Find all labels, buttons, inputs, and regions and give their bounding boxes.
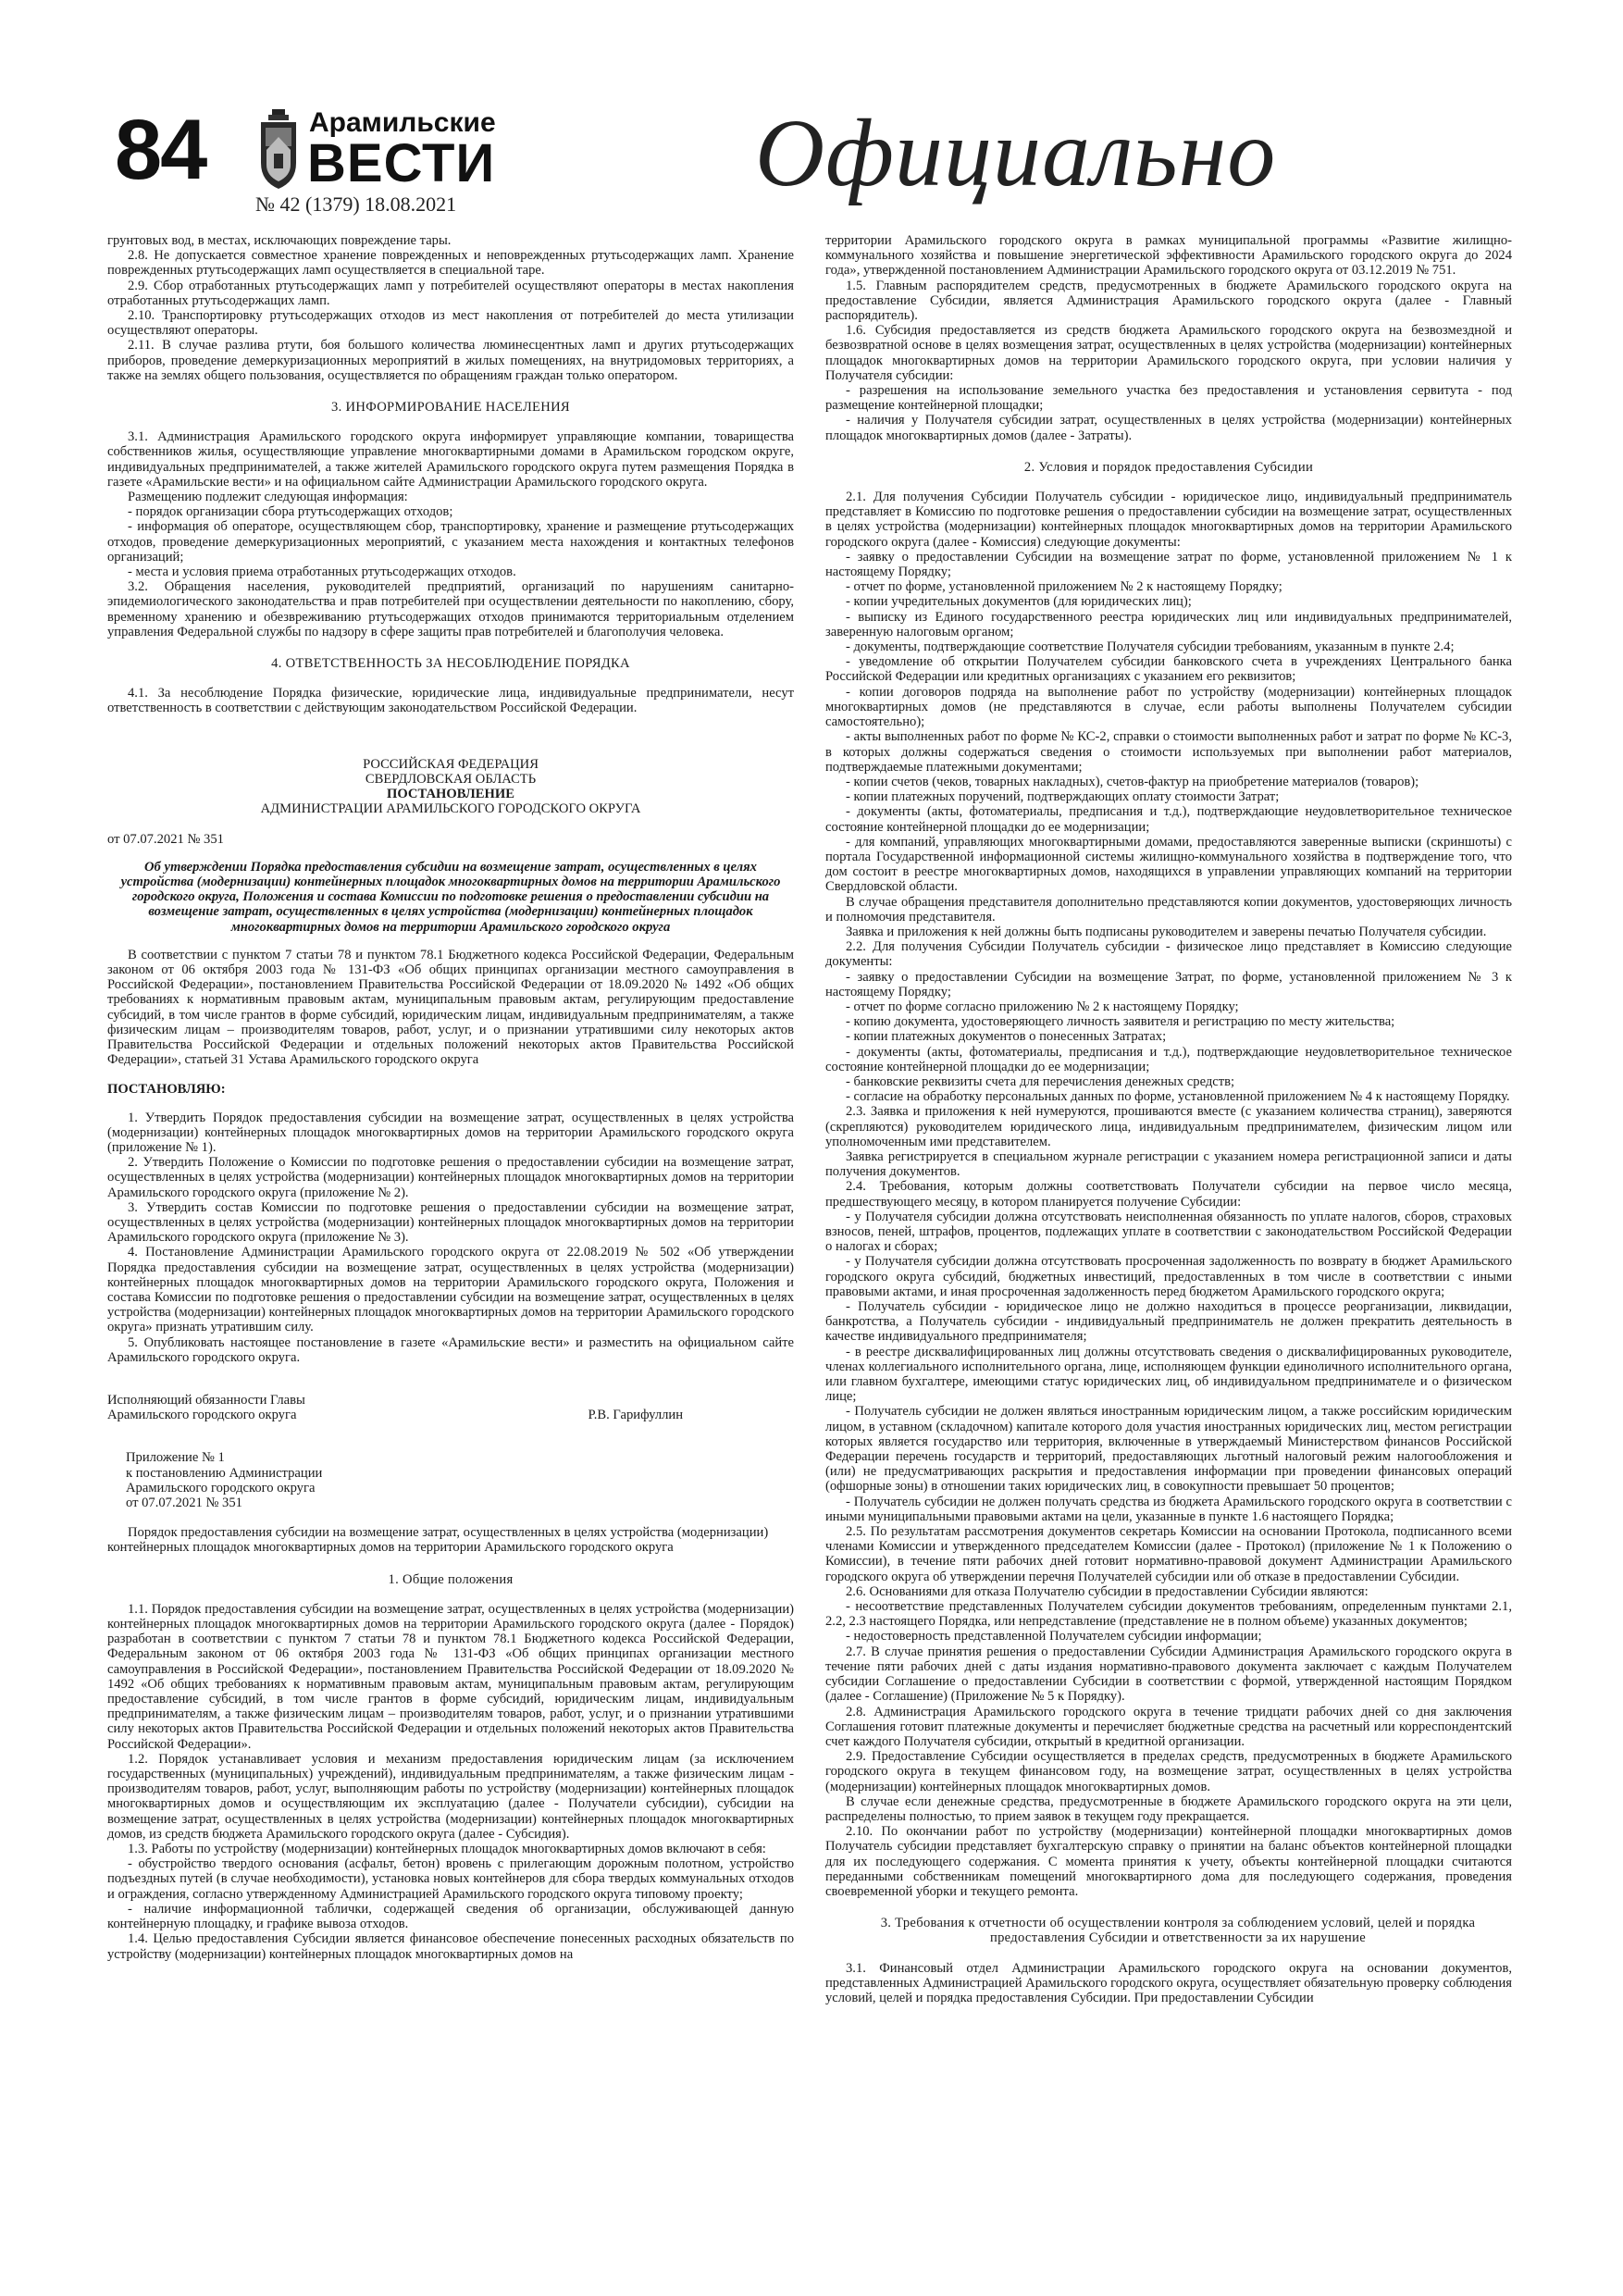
paragraph: 4. Постановление Администрации Арамильского городского округа от 22.08.2019 № 502 «Об утверждении Порядка предоставления субсидии на возмещение затрат, осуществленных в целях устройства (модернизации) контейнерных площадок многоквартирных домов на территории Арамильского городского округа, Положения и состава Комиссии по подготовке решения о предоставлении субсидии на возмещение затрат, осуществленных в целях устройства (модернизации) контейнерных площадок многоквартирных домов на территории Арамильского городского округа» признать утратившим силу. [107, 1245, 794, 1335]
appendix-line: Приложение № 1 [126, 1450, 225, 1466]
list-item: - места и условия приема отработанных ртутьсодержащих отходов. [128, 565, 516, 580]
list-item: - обустройство твердого основания (асфальт, бетон) вровень с прилегающим дорожным полотном, устройство подъездных путей (в случае необходимости), установка новых контейнеров для сбора твердых коммунальных отходов и ограждения, согласно утвержденному Администрацией Арамильского городского округа типовому проекту; [107, 1856, 794, 1902]
page-number: 84 [115, 103, 206, 197]
decree-word: ПОСТАНОВЛЯЮ: [107, 1082, 226, 1098]
list-item: - копии счетов (чеков, товарных накладных), счетов-фактур на приобретение материалов (товаров); [846, 774, 1419, 789]
paragraph: 3.1. Администрация Арамильского городского округа информирует управляющие компании, товарищества собственников жилья, осуществляющие управление многоквартирными домами в Арамильском городском округе, индивидуальных предпринимателей, а также жителей Арамильского городского округа путем размещения Порядка в газете «Арамильские вести» и на официальном сайте Администрации Арамильского городского округа. [107, 429, 794, 490]
list-item: - у Получателя субсидии должна отсутствовать неисполненная обязанность по уплате налогов, сборов, страховых взносов, пеней, штрафов, процентов, подлежащих уплате в соответствии с законодательством Российской Федерации о налогах и сборах; [825, 1209, 1512, 1255]
paragraph: 1.4. Целью предоставления Субсидии является финансовое обеспечение понесенных расходных обязательств по устройству (модернизации) контейнерных площадок многоквартирных домов на [107, 1931, 794, 1962]
paragraph: Размещению подлежит следующая информация: [128, 490, 408, 505]
list-item: - заявку о предоставлении Субсидии на возмещение затрат по форме, установленной приложением № 1 к настоящему Порядку; [825, 549, 1512, 580]
list-item: - заявку о предоставлении Субсидии на возмещение Затрат, по форме, установленной приложением № 3 к настоящему Порядку; [825, 969, 1512, 999]
section-heading: 3. ИНФОРМИРОВАНИЕ НАСЕЛЕНИЯ [331, 400, 570, 416]
list-item: - согласие на обработку персональных данных по форме, установленной приложением № 4 к настоящему Порядку. [846, 1089, 1510, 1105]
signatory-position-2: Арамильского городского округа [107, 1408, 297, 1423]
list-item: - отчет по форме, установленной приложением № 2 к настоящему Порядку; [846, 579, 1282, 595]
paragraph: 1.5. Главным распорядителем средств, предусмотренных в бюджете Арамильского городского округа на предоставление Субсидии, является Администрация Арамильского городского округа (далее - Главный распорядитель). [825, 278, 1512, 324]
paragraph: 4.1. За несоблюдение Порядка физические, юридические лица, индивидуальные предприниматели, несут ответственность в соответствии с действующим законодательством Российской Федерации. [107, 686, 794, 716]
paragraph: 2.8. Администрация Арамильского городского округа в течение тридцати рабочих дней со дня заключения Соглашения готовит платежные документы и перечисляет бюджетные средства на расчетный или корреспондентский счет каждого Получателя субсидии, открытый в кредитной организации. [825, 1704, 1512, 1749]
decree-title: Об утверждении Порядка предоставления субсидии на возмещение затрат, осуществленных в целях устройства (модернизации) контейнерных площадок многоквартирных домов на территории Арамильского городского округа, Положения и состава Комиссии по подготовке решения о предоставлении субсидии на возмещение затрат, осуществленных в целях устройства (модернизации) контейнерных площадок многоквартирных домов на территории Арамильского городского округа [120, 859, 781, 935]
decree-header-region: СВЕРДЛОВСКАЯ ОБЛАСТЬ [365, 771, 537, 787]
list-item: - документы (акты, фотоматериалы, предписания и т.д.), подтверждающие неудовлетворительное техническое состояние контейнерной площадки до ее модернизации; [825, 1044, 1512, 1074]
section-heading: 3. Требования к отчетности об осуществлении контроля за соблюдением условий, целей и порядка предоставления Субсидии и ответственности за их нарушение [880, 1916, 1476, 1946]
section-title: Официально [755, 100, 1277, 206]
list-item: - копии платежных поручений, подтверждающих оплату стоимости Затрат; [846, 789, 1280, 805]
list-item: - отчет по форме согласно приложению № 2 к настоящему Порядку; [846, 999, 1239, 1014]
section-heading: 2. Условия и порядок предоставления Субсидии [1023, 459, 1314, 475]
list-item: - копии договоров подряда на выполнение работ по устройству (модернизации) контейнерных площадок многоквартирных домов (не представляются в случае, если работы выполнены Получателем субсидии самостоятельно); [825, 684, 1512, 730]
list-item: - уведомление об открытии Получателем субсидии банковского счета в учреждениях Центрального банка Российской Федерации или кредитных организациях с указанием его реквизитов; [825, 654, 1512, 685]
paragraph: 2.10. Транспортировку ртутьсодержащих отходов из мест накопления от потребителей до места утилизации осуществляют операторы. [107, 308, 794, 339]
masthead [107, 102, 1516, 227]
paragraph: 2.5. По результатам рассмотрения документов секретарь Комиссии на основании Протокола, подписанного всеми членами Комиссии и утвержденного председателем Комиссии (далее - Протокол) (приложение № 1 к Положению о Комиссии), в течение пяти рабочих дней готовит нормативно-правовой документ Администрации Арамильского городского округа об утверждении перечня Получателей субсидии или об отказе в предоставлении Субсидии. [825, 1524, 1512, 1584]
list-item: - информация об операторе, осуществляющем сбор, транспортировку, хранение и размещение ртутьсодержащих отходов, проведение демеркуризационных мероприятий, с указанием места нахождения и контактных телефонов организаций; [107, 519, 794, 565]
paragraph: 3.2. Обращения населения, руководителей предприятий, организаций по нарушениям санитарно-эпидемиологического законодательства и прав потребителей при осуществлении деятельности по накоплению, сбору, временному хранению и обезвреживанию ртутьсодержащих отходов принимаются территориальным отделением управления Федеральной службы по надзору в сфере защиты прав потребителей и благополучия человека. [107, 579, 794, 639]
paragraph: 1.6. Субсидия предоставляется из средств бюджета Арамильского городского округа на безвозмездной и безвозвратной основе в целях возмещения затрат, осуществленных в целях устройства (модернизации) контейнерных площадок многоквартирных домов на территории Арамильского городского округа, при условии наличия у Получателя субсидии: [825, 323, 1512, 383]
paragraph: 2.9. Сбор отработанных ртутьсодержащих ламп у потребителей осуществляют операторы в местах накопления отработанных ртутьсодержащих ламп. [107, 278, 794, 308]
paragraph: 3.1. Финансовый отдел Администрации Арамильского городского округа на основании документов, представленных Администрацией Арамильского городского округа, осуществляет обязательную проверку соблюдения условий, целей и порядка предоставления Субсидии. При предоставлении Субсидии [825, 1960, 1512, 2005]
paragraph: 2.3. Заявка и приложения к ней нумеруются, прошиваются вместе (с указанием количества страниц), заверяются (скрепляются) руководителем юридического лица, индивидуальным предпринимателем, физическим лицом или уполномоченным ими представителем. [825, 1104, 1512, 1149]
list-item: - наличия у Получателя субсидии затрат, осуществленных в целях устройства (модернизации) контейнерных площадок многоквартирных домов (далее - Затраты). [825, 413, 1512, 443]
paragraph: 5. Опубликовать настоящее постановление в газете «Арамильские вести» и разместить на официальном сайте Арамильского городского округа. [107, 1334, 794, 1365]
list-item: - Получатель субсидии не должен получать средства из бюджета Арамильского городского округа в соответствии с иными муниципальными правовыми актами на цели, указанные в пункте 1.6 настоящего Порядка; [825, 1494, 1512, 1524]
list-item: - документы (акты, фотоматериалы, предписания и т.д.), подтверждающие неудовлетворительное техническое состояние контейнерной площадки до ее модернизации; [825, 804, 1512, 835]
paragraph: 1.1. Порядок предоставления субсидии на возмещение затрат, осуществленных в целях устройства (модернизации) контейнерных площадок многоквартирных домов на территории Арамильского городского округа (далее - Порядок) разработан в соответствии с пунктом 7 статьи 78 и пунктом 78.1 Бюджетного кодекса Российской Федерации, Федеральным законом от 06 октября 2003 года № 131-ФЗ «Об общих принципах организации местного самоуправления в Российской Федерации», постановлением Правительства Российской Федерации от 18.09.2020 № 1492 «Об общих требованиях к нормативным правовым актам, муниципальным правовым актам, регулирующим предоставление субсидий, в том числе грантов в форме субсидий, юридическим лицам, индивидуальным предпринимателям, а также физическим лицам – производителям товаров, работ, услуг, и о признании утратившими силу некоторых актов Правительства Российской Федерации и отдельных положений некоторых актов Правительства Российской Федерации». [107, 1601, 794, 1752]
paragraph: В случае обращения представителя дополнительно представляются копии документов, удостоверяющих личность и полномочия представителя. [825, 894, 1512, 925]
coat-of-arms-icon [257, 109, 300, 191]
section-heading: 4. ОТВЕТСТВЕННОСТЬ ЗА НЕСОБЛЮДЕНИЕ ПОРЯДКА [271, 656, 630, 672]
decree-header-authority: АДМИНИСТРАЦИИ АРАМИЛЬСКОГО ГОРОДСКОГО ОКРУГА [260, 801, 641, 817]
paragraph: 2.1. Для получения Субсидии Получатель субсидии - юридическое лицо, индивидуальный предприниматель представляет в Комиссию по подготовке решения о предоставлении субсидии на возмещение затрат, осуществленных в целях устройства (модернизации) контейнерных площадок многоквартирных домов на территории Арамильского городского округа (далее - Комиссия) следующие документы: [825, 490, 1512, 550]
paragraph: Заявка регистрируется в специальном журнале регистрации с указанием номера регистрационной записи и даты получения документов. [825, 1148, 1512, 1180]
signature-block [107, 1393, 794, 1422]
list-item: - порядок организации сбора ртутьсодержащих отходов; [128, 504, 453, 520]
decree-header-type: ПОСТАНОВЛЕНИЕ [387, 787, 514, 802]
list-item: - копию документа, удостоверяющего личность заявителя и регистрацию по месту жительства; [846, 1014, 1395, 1030]
right-column [825, 233, 1512, 2269]
appendix-header [107, 1450, 794, 1510]
list-item: - копии платежных документов о понесенных Затратах; [846, 1029, 1167, 1045]
section-heading: 1. Общие положения [388, 1571, 514, 1587]
procedure-title: Порядок предоставления субсидии на возмещение затрат, осуществленных в целях устройства (модернизации) контейнерных площадок многоквартирных домов на территории Арамильского городского округа [107, 1525, 769, 1556]
newspaper-name-small: Арамильские [309, 107, 496, 138]
paragraph: В случае если денежные средства, предусмотренные в бюджете Арамильского городского округа на эти цели, распределены полностью, то прием заявок в текущем году прекращается. [825, 1793, 1512, 1824]
paragraph: В соответствии с пунктом 7 статьи 78 и пунктом 78.1 Бюджетного кодекса Российской Федерации, Федеральным законом от 06 октября 2003 года № 131-ФЗ «Об общих принципах организации местного самоуправления в Российской Федерации», постановлением Правительства Российской Федерации от 18.09.2020 № 1492 «Об общих требованиях к нормативным правовым актам, муниципальным правовым актам, регулирующим предоставление субсидий, в том числе грантов в форме субсидий, юридическим лицам, индивидуальным предпринимателям, а также физическим лицам – производителям товаров, работ, услуг, и о признании утратившими силу некоторых актов Правительства Российской Федерации и отдельных положений некоторых актов Правительства Российской Федерации», статьей 31 Устава Арамильского городского округа [107, 947, 794, 1068]
paragraph: 2.10. По окончании работ по устройству (модернизации) контейнерной площадки многоквартирных домов Получатель субсидии представляет бухгалтерскую справку о принятии на баланс объектов контейнерной площадки для их последующего содержания. С момента принятия к учету, объекты контейнерной площадки считаются переданными собственникам помещений многоквартирного дома для последующего содержания, проведения своевременной уборки и текущего ремонта. [825, 1824, 1512, 1899]
signatory-name: Р.В. Гарифуллин [588, 1408, 683, 1423]
list-item: - документы, подтверждающие соответствие Получателя субсидии требованиям, указанным в пункте 2.4; [846, 639, 1455, 655]
appendix-line: к постановлению Администрации [126, 1465, 323, 1481]
left-column [107, 233, 794, 2269]
list-item: - наличие информационной таблички, содержащей сведения об организации, обслуживающей данную контейнерную площадку, и графике вывоза отходов. [107, 1901, 794, 1932]
paragraph: 1.3. Работы по устройству (модернизации) контейнерных площадок многоквартирных домов включают в себя: [128, 1842, 766, 1857]
list-item: - акты выполненных работ по форме № КС-2, справки о стоимости выполненных работ и затрат по форме № КС-3, в которых должны содержаться сведения о стоимости используемых при выполнении работ материалов, подтверждаемые платежными документами; [825, 729, 1512, 775]
list-item: - для компаний, управляющих многоквартирными домами, предоставляются заверенные выписки (скриншоты) с портала Государственной информационной системы жилищно-коммунального хозяйства в подтверждение того, что дом состоит в реестре многоквартирных домов, находящихся в управлении управляющих компаний на территории Свердловской области. [825, 834, 1512, 895]
list-item: - несоответствие представленных Получателем субсидии документов требованиям, определенным пунктами 2.1, 2.2, 2.3 настоящего Порядка, или непредставление (представление не в полном объеме) указанных документов; [825, 1599, 1512, 1630]
signatory-position: Исполняющий обязанности Главы [107, 1393, 305, 1408]
list-item: - разрешения на использование земельного участка без предоставления и установления сервитута - под размещение контейнерной площадки; [825, 383, 1512, 414]
list-item: - банковские реквизиты счета для перечисления денежных средств; [846, 1074, 1235, 1089]
list-item: - у Получателя субсидии должна отсутствовать просроченная задолженность по возврату в бюджет Арамильского городского округа субсидий, бюджетных инвестиций, предоставленных в том числе в соответствии с иными правовыми актами, и иная просроченная задолженность перед бюджетом Арамильского городского округа; [825, 1254, 1512, 1299]
paragraph: 2.4. Требования, которым должны соответствовать Получатели субсидии на первое число месяца, предшествующего месяцу, в котором планируется получение Субсидии: [825, 1179, 1512, 1210]
list-item: - Получатель субсидии не должен являться иностранным юридическим лицом, а также российским юридическим лицом, в уставном (складочном) капитале которого доля участия иностранных юридических лиц, местом регистрации которых является государство или территория, включенные в утверждаемый Министерством финансов Российской Федерации перечень государств и территорий, предоставляющих льготный налоговый режим налогообложения и (или) не предусматривающих раскрытия и предоставления информации при проведении финансовых операций (офшорные зоны) в отношении таких юридических лиц, в совокупности превышает 50 процентов; [825, 1404, 1512, 1495]
appendix-line: Арамильского городского округа [126, 1480, 316, 1496]
paragraph: 2.2. Для получения Субсидии Получатель субсидии - физическое лицо представляет в Комиссию следующие документы: [825, 939, 1512, 970]
list-item: - недостоверность представленной Получателем субсидии информации; [846, 1629, 1262, 1644]
paragraph: 1.2. Порядок устанавливает условия и механизм предоставления юридическим лицам (за исключением государственных (муниципальных) учреждений), индивидуальным предпринимателям, а также физическим лицам - производителям товаров, работ, услуг, выполняющим работы по устройству (модернизации) контейнерных площадок многоквартирных домов и осуществляющим их эксплуатацию (далее - Получатели субсидии), субсидии на возмещение затрат, осуществленных в целях устройства (модернизации) контейнерных площадок многоквартирных домов, из средств бюджета Арамильского городского округа (далее - Субсидия). [107, 1751, 794, 1842]
list-item: - Получатель субсидии - юридическое лицо не должно находиться в процессе реорганизации, ликвидации, банкротства, а Получатель субсидии - индивидуальный предприниматель не должен прекратить деятельность в качестве индивидуального предпринимателя; [825, 1299, 1512, 1345]
decree-date: от 07.07.2021 № 351 [107, 831, 224, 847]
appendix-line: от 07.07.2021 № 351 [126, 1496, 242, 1511]
paragraph: Заявка и приложения к ней должны быть подписаны руководителем и заверены печатью Получателя субсидии. [846, 924, 1487, 939]
paragraph: территории Арамильского городского округа в рамках муниципальной программы «Развитие жилищно-коммунального хозяйства и повышение энергетической эффективности Арамильского городского округа до 2024 года», утвержденной постановлением Администрации Арамильского городского округа от 03.12.2019 № 751. [825, 233, 1512, 279]
paragraph: 2.6. Основаниями для отказа Получателю субсидии в предоставлении Субсидии являются: [846, 1583, 1369, 1599]
paragraph: 2.11. В случае разлива ртути, боя большого количества люминесцентных ламп и других ртутьсодержащих приборов, проведение демеркуризационных мероприятий в жилых помещениях, на внутридомовых территориях, а также на землях общего пользования, осуществляется по обращениям граждан только оператором. [107, 338, 794, 383]
newspaper-name: ВЕСТИ [307, 133, 496, 193]
list-item: - в реестре дисквалифицированных лиц должны отсутствовать сведения о дисквалифицированных руководителе, членах коллегиального исполнительного органа, лице, исполняющем функции единоличного исполнительного органа, или главном бухгалтере, имеющими статус юридических лиц, об индивидуальном предпринимателе и о физическом лице; [825, 1344, 1512, 1405]
paragraph: грунтовых вод, в местах, исключающих повреждение тары. [107, 233, 452, 248]
paragraph: 1. Утвердить Порядок предоставления субсидии на возмещение затрат, осуществленных в целях устройства (модернизации) контейнерных площадок многоквартирных домов на территории Арамильского городского округа (приложение № 1). [107, 1110, 794, 1155]
issue-number-date: № 42 (1379) 18.08.2021 [255, 192, 457, 216]
paragraph: 2.7. В случае принятия решения о предоставлении Субсидии Администрация Арамильского городского округа в течение пяти рабочих дней с даты издания нормативно-правового документа заключает с каждым Получателем субсидии Соглашение о предоставлении Субсидии в соответствии с формой, утвержденной настоящим Порядком (далее - Соглашение) (Приложение № 5 к Порядку). [825, 1644, 1512, 1705]
decree-header-country: РОССИЙСКАЯ ФЕДЕРАЦИЯ [363, 756, 539, 772]
list-item: - выписку из Единого государственного реестра юридических лиц или индивидуальных предпринимателей, заверенную налоговым органом; [825, 609, 1512, 639]
paragraph: 2. Утвердить Положение о Комиссии по подготовке решения о предоставлении субсидии на возмещение затрат, осуществленных в целях устройства (модернизации) контейнерных площадок многоквартирных домов на территории Арамильского городского округа (приложение № 2). [107, 1155, 794, 1200]
paragraph: 2.9. Предоставление Субсидии осуществляется в пределах средств, предусмотренных в бюджете Арамильского городского округа в текущем финансовом году, на возмещение затрат, осуществленных в целях устройства (модернизации) контейнерных площадок многоквартирных домов. [825, 1749, 1512, 1794]
paragraph: 2.8. Не допускается совместное хранение поврежденных и неповрежденных ртутьсодержащих ламп. Хранение поврежденных ртутьсодержащих ламп осуществляется в специальной таре. [107, 248, 794, 279]
paragraph: 3. Утвердить состав Комиссии по подготовке решения о предоставлении субсидии на возмещение затрат, осуществленных в целях устройства (модернизации) контейнерных площадок многоквартирных домов на территории Арамильского городского округа (приложение № 3). [107, 1199, 794, 1246]
list-item: - копии учредительных документов (для юридических лиц); [846, 594, 1192, 610]
